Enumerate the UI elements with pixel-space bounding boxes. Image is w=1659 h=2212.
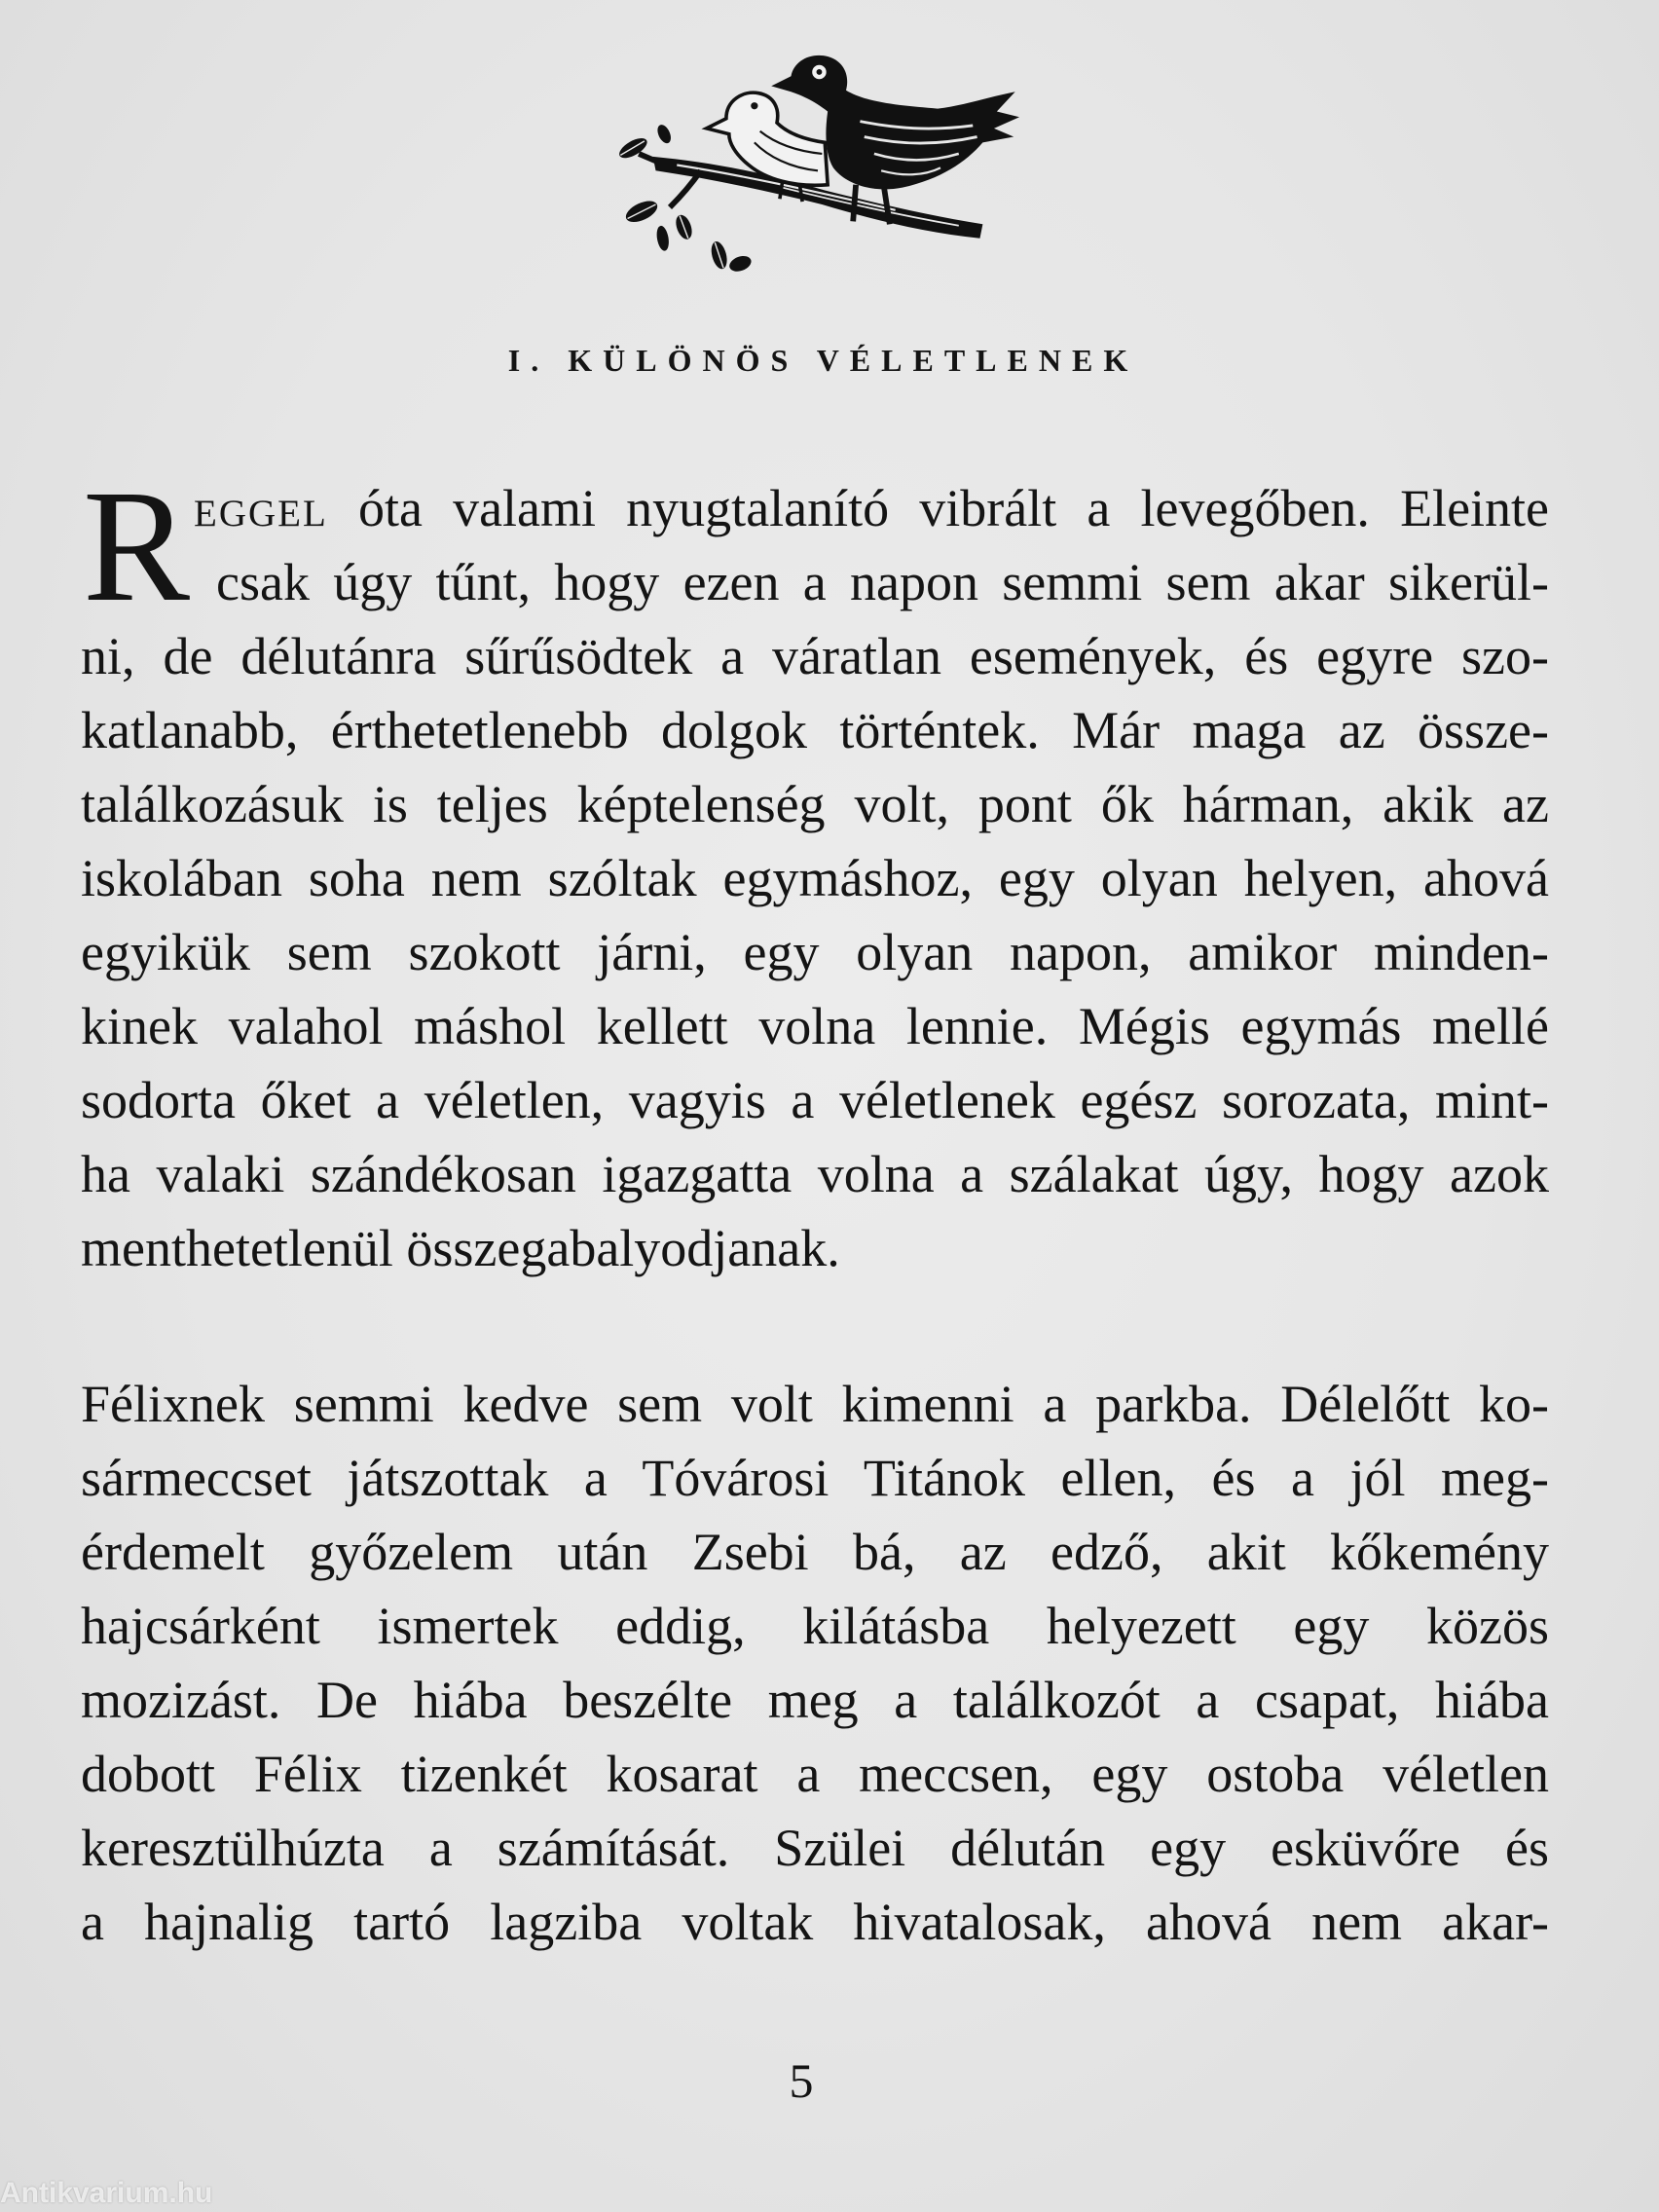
- leaf: [673, 212, 695, 240]
- text-line: ha valaki szándékosan igazgatta volna a szálakat úgy, hogy azok: [81, 1145, 1549, 1203]
- text-line: keresztülhúzta a számítását. Szülei délután egy esküvőre és: [81, 1819, 1549, 1877]
- chapter-title-text: KÜLÖNÖS VÉLETLENEK: [568, 343, 1139, 378]
- text-line: találkozásuk is teljes képtelenség volt, pont ők hárman, akik az: [81, 775, 1549, 833]
- paragraph: [81, 1367, 1549, 1959]
- leaf: [655, 123, 674, 145]
- text-line: menthetetlenül összegabalyodjanak.: [81, 1219, 840, 1277]
- text-line: katlanabb, érthetetlenebb dolgok történtek. Már maga az össze-: [81, 701, 1549, 759]
- leaf: [709, 240, 729, 271]
- leaf: [655, 225, 671, 252]
- paragraph: [81, 457, 1549, 1285]
- small-caps-opening: EGGEL: [194, 493, 328, 535]
- chapter-number: I.: [507, 343, 550, 378]
- text-line: mozizást. De hiába beszélte meg a találkozót a csapat, hiába: [81, 1671, 1549, 1729]
- text-line: egyikük sem szokott járni, egy olyan napon, amikor minden-: [81, 923, 1549, 981]
- text-line: ni, de délutánra sűrűsödtek a váratlan események, és egyre szo-: [81, 627, 1549, 685]
- text-line: iskolában soha nem szóltak egymáshoz, egy olyan helyen, ahová: [81, 849, 1549, 907]
- text-line: dobott Félix tizenkét kosarat a meccsen, egy ostoba véletlen: [81, 1745, 1549, 1803]
- text-line: sodorta őket a véletlen, vagyis a véletlenek egész sorozata, mint-: [81, 1071, 1549, 1129]
- text-line: hajcsárként ismertek eddig, kilátásba helyezett egy közös: [81, 1597, 1549, 1655]
- text-line: kinek valahol máshol kellett volna lennie. Mégis egymás mellé: [81, 997, 1549, 1055]
- text-line: csak úgy tűnt, hogy ezen a napon semmi sem akar sikerül-: [216, 553, 1549, 611]
- text-line: Félixnek semmi kedve sem volt kimenni a parkba. Délelőtt ko-: [81, 1375, 1549, 1433]
- leaf: [727, 253, 754, 275]
- drop-cap: R: [83, 457, 191, 635]
- chapter-title: [81, 336, 1549, 385]
- leaf: [623, 197, 661, 226]
- text-line: érdemelt győzelem után Zsebi bá, az edző, akit kőkemény: [81, 1523, 1549, 1581]
- page-number: 5: [789, 2053, 814, 2108]
- text-line: [81, 471, 1549, 545]
- text-line: sármeccset játszottak a Tóvárosi Titánok ellen, és a jól meg-: [81, 1449, 1549, 1507]
- text-line-rest: óta valami nyugtalanító vibrált a levegőben. Eleinte: [357, 479, 1549, 537]
- birds-on-branch-illustration: [613, 44, 1022, 286]
- watermark: Antikvarium.hu: [0, 2177, 213, 2209]
- text-line: a hajnalig tartó lagziba voltak hivatalosak, ahová nem akar-: [81, 1893, 1549, 1951]
